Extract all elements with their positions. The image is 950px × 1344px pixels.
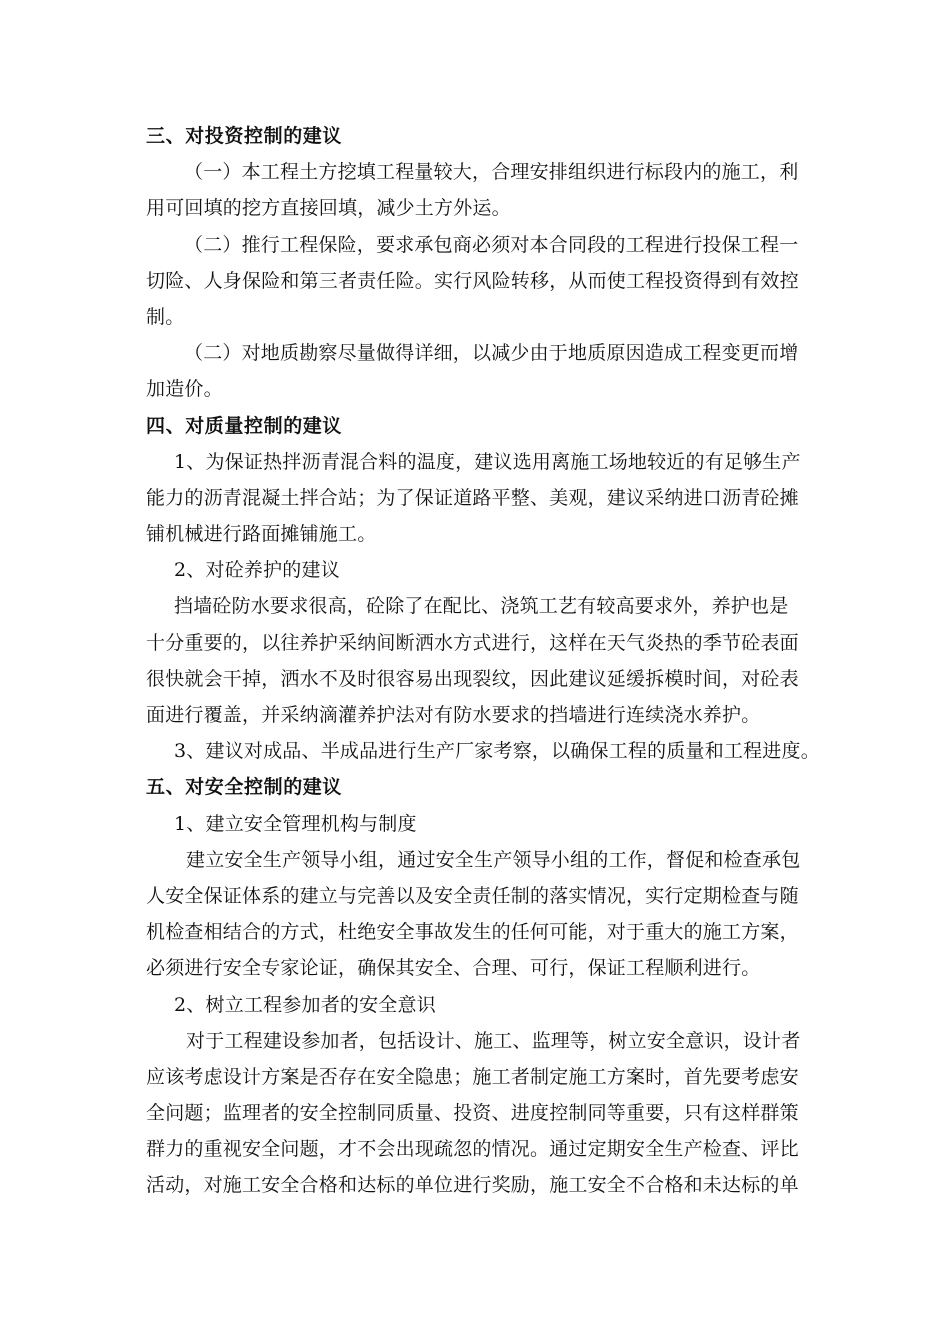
paragraph-line: 加造价。 <box>146 378 223 401</box>
paragraph-line: 群力的重视安全问题，才不会出现疏忽的情况。通过定期安全生产检查、评比 <box>146 1138 799 1161</box>
paragraph-line: 全问题；监理者的安全控制同质量、投资、进度控制同等重要，只有这样群策 <box>146 1102 799 1125</box>
paragraph-line: 能力的沥青混凝土拌合站；为了保证道路平整、美观，建议采纳进口沥青砼摊 <box>146 486 799 509</box>
paragraph-line: 1、为保证热拌沥青混合料的温度，建议选用离施工场地较近的有足够生产 <box>174 450 801 473</box>
paragraph-line: （一）本工程土方挖填工程量较大，合理安排组织进行标段内的施工，利 <box>184 161 799 184</box>
section-heading: 三、对投资控制的建议 <box>146 125 343 147</box>
paragraph-line: 必须进行安全专家论证，确保其安全、合理、可行，保证工程顺利进行。 <box>146 957 761 980</box>
paragraph-line: 活动，对施工安全合格和达标的单位进行奖励，施工安全不合格和未达标的单 <box>146 1174 799 1197</box>
document-body <box>146 118 826 1204</box>
subheading: 2、树立工程参加者的安全意识 <box>174 993 436 1016</box>
paragraph-line: 人安全保证体系的建立与完善以及安全责任制的落实情况，实行定期检查与随 <box>146 884 799 907</box>
paragraph-line: 十分重要的，以往养护采纳间断洒水方式进行，这样在天气炎热的季节砼表面 <box>146 631 799 654</box>
section-heading: 四、对质量控制的建议 <box>146 414 343 437</box>
paragraph-line: 3、建议对成品、半成品进行生产厂家考察，以确保工程的质量和工程进度。 <box>174 740 820 763</box>
paragraph-line: 很快就会干掉，洒水不及时很容易出现裂纹，因此建议延缓拆模时间，对砼表 <box>146 667 799 690</box>
paragraph-line: 面进行覆盖，并采纳滴灌养护法对有防水要求的挡墙进行连续浇水养护。 <box>146 704 761 726</box>
subheading: 2、对砼养护的建议 <box>174 559 340 582</box>
subheading: 1、建立安全管理机构与制度 <box>174 812 417 835</box>
section-heading: 五、对安全控制的建议 <box>146 776 343 799</box>
paragraph-line: 应该考虑设计方案是否存在安全隐患；施工者制定施工方案时，首先要考虑安 <box>146 1065 799 1088</box>
paragraph-line: 铺机械进行路面摊铺施工。 <box>146 523 377 546</box>
paragraph-line: 对于工程建设参加者，包括设计、施工、监理等，树立安全意识，设计者 <box>186 1029 801 1052</box>
paragraph-line: （二）推行工程保险，要求承包商必须对本合同段的工程进行投保工程一 <box>184 233 799 256</box>
paragraph-line: 用可回填的挖方直接回填，减少土方外运。 <box>146 197 511 220</box>
paragraph-line: 机检查相结合的方式，杜绝安全事故发生的任何可能，对于重大的施工方案， <box>146 921 799 944</box>
paragraph-line: 制。 <box>146 305 185 328</box>
paragraph-line: （二）对地质勘察尽量做得详细，以减少由于地质原因造成工程变更而增 <box>184 342 799 365</box>
paragraph-line: 切险、人身保险和第三者责任险。实行风险转移，从而使工程投资得到有效控 <box>146 269 799 292</box>
paragraph-line: 挡墙砼防水要求很高，砼除了在配比、浇筑工艺有较高要求外，养护也是 <box>174 595 789 618</box>
paragraph-line: 建立安全生产领导小组，通过安全生产领导小组的工作，督促和检查承包 <box>186 848 801 871</box>
